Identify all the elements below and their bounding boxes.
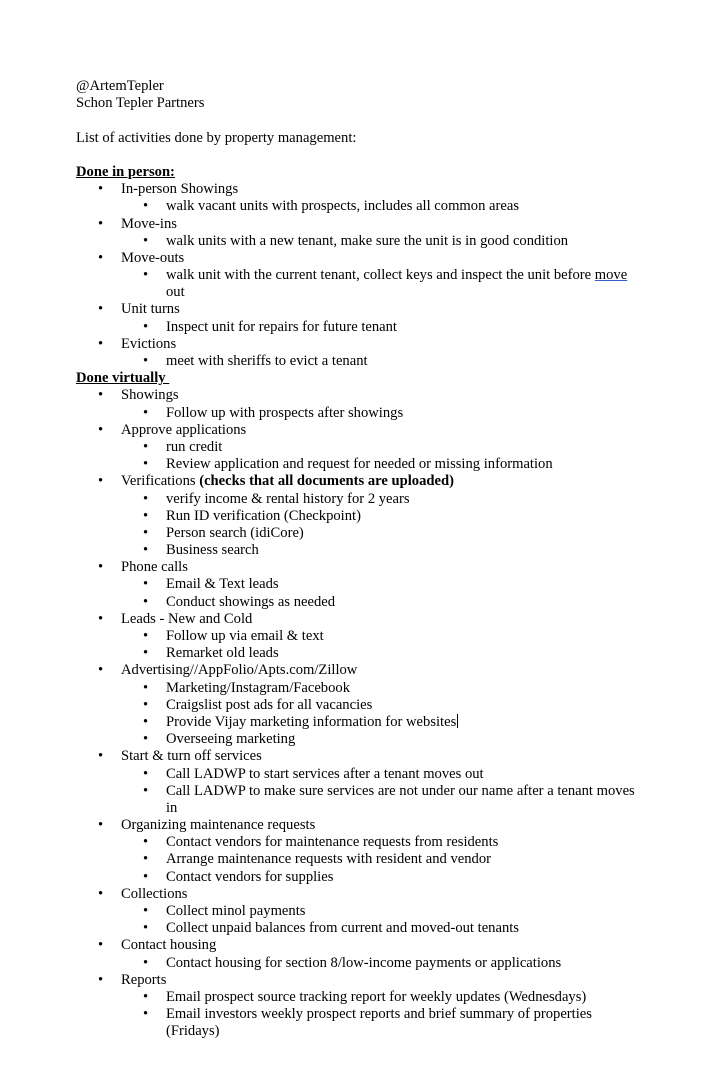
section-heading-virtual: Done virtually: [76, 370, 170, 387]
item-label: • Leads - New and Cold: [121, 611, 666, 628]
item-label: • Collections: [121, 886, 666, 903]
sub-item: • Email investors weekly prospect reports and brief summary of properties (Fridays): [121, 1006, 666, 1040]
sub-item: • Review application and request for needed or missing information: [121, 456, 666, 473]
section-heading-in-person: Done in person:: [76, 163, 175, 180]
sub-item: • Conduct showings as needed: [121, 594, 666, 611]
item-label: • Move-ins: [121, 216, 666, 233]
list-item: [76, 559, 666, 611]
sub-item: • Business search: [121, 542, 666, 559]
list-item: [76, 216, 666, 250]
item-label: • Phone calls: [121, 559, 666, 576]
item-label: • In-person Showings: [121, 181, 666, 198]
sub-item: • Email & Text leads: [121, 576, 666, 593]
item-label: • Verifications (checks that all documents are uploaded): [121, 473, 666, 490]
document-body: [76, 78, 666, 1041]
sub-item: • walk units with a new tenant, make sure the unit is in good condition: [121, 233, 666, 250]
item-label: • Showings: [121, 387, 666, 404]
sub-item: • meet with sheriffs to evict a tenant: [121, 353, 666, 370]
sub-item: • Email prospect source tracking report for weekly updates (Wednesdays): [121, 989, 666, 1006]
list-item: [76, 886, 666, 938]
in-person-list: [76, 181, 666, 370]
sub-item: • Inspect unit for repairs for future tenant: [121, 319, 666, 336]
virtual-list: [76, 387, 666, 1040]
sub-item: • Provide Vijay marketing information for websites: [121, 714, 666, 731]
sub-item: • Marketing/Instagram/Facebook: [121, 680, 666, 697]
item-label: • Unit turns: [121, 301, 666, 318]
sub-item: • Contact vendors for supplies: [121, 869, 666, 886]
list-item: [76, 301, 666, 335]
item-label: • Contact housing: [121, 937, 666, 954]
list-item: [76, 473, 666, 559]
sub-item: • Contact housing for section 8/low-income payments or applications: [121, 955, 666, 972]
text-cursor[interactable]: [457, 714, 458, 728]
list-item: [76, 817, 666, 886]
item-label: • Reports: [121, 972, 666, 989]
list-item: [76, 387, 666, 421]
sub-item: • Contact vendors for maintenance requests from residents: [121, 834, 666, 851]
list-item: [76, 748, 666, 817]
sub-item: • Overseeing marketing: [121, 731, 666, 748]
list-item: [76, 336, 666, 370]
sub-item: • Arrange maintenance requests with resident and vendor: [121, 851, 666, 868]
sub-item: • verify income & rental history for 2 years: [121, 491, 666, 508]
sub-item: • Collect unpaid balances from current and moved-out tenants: [121, 920, 666, 937]
sub-item: • Remarket old leads: [121, 645, 666, 662]
sub-item: • Person search (idiCore): [121, 525, 666, 542]
author-handle: @ArtemTepler: [76, 78, 164, 94]
sub-item: • Collect minol payments: [121, 903, 666, 920]
list-item: [76, 422, 666, 474]
item-label: • Start & turn off services: [121, 748, 666, 765]
item-label: • Advertising//AppFolio/Apts.com/Zillow: [121, 662, 666, 679]
list-item: [76, 937, 666, 971]
sub-item: • walk vacant units with prospects, includes all common areas: [121, 198, 666, 215]
item-label: • Approve applications: [121, 422, 666, 439]
list-item: [76, 972, 666, 1041]
list-item: [76, 662, 666, 748]
company-name: Schon Tepler Partners: [76, 95, 205, 112]
item-label: • Evictions: [121, 336, 666, 353]
sub-item: • Follow up via email & text: [121, 628, 666, 645]
sub-item: • Run ID verification (Checkpoint): [121, 508, 666, 525]
intro-text: List of activities done by property management:: [76, 129, 357, 146]
item-label: • Organizing maintenance requests: [121, 817, 666, 834]
list-item: [76, 611, 666, 663]
list-item: [76, 181, 666, 215]
item-label: • Move-outs: [121, 250, 666, 267]
sub-item: • Craigslist post ads for all vacancies: [121, 697, 666, 714]
sub-item: • walk unit with the current tenant, collect keys and inspect the unit before move out: [121, 267, 666, 301]
sub-item: • Call LADWP to start services after a tenant moves out: [121, 766, 666, 783]
sub-item: • run credit: [121, 439, 666, 456]
spellcheck-flagged-word: move: [594, 267, 628, 284]
sub-item: • Follow up with prospects after showings: [121, 405, 666, 422]
sub-item: • Call LADWP to make sure services are not under our name after a tenant moves in: [121, 783, 666, 817]
list-item: [76, 250, 666, 302]
